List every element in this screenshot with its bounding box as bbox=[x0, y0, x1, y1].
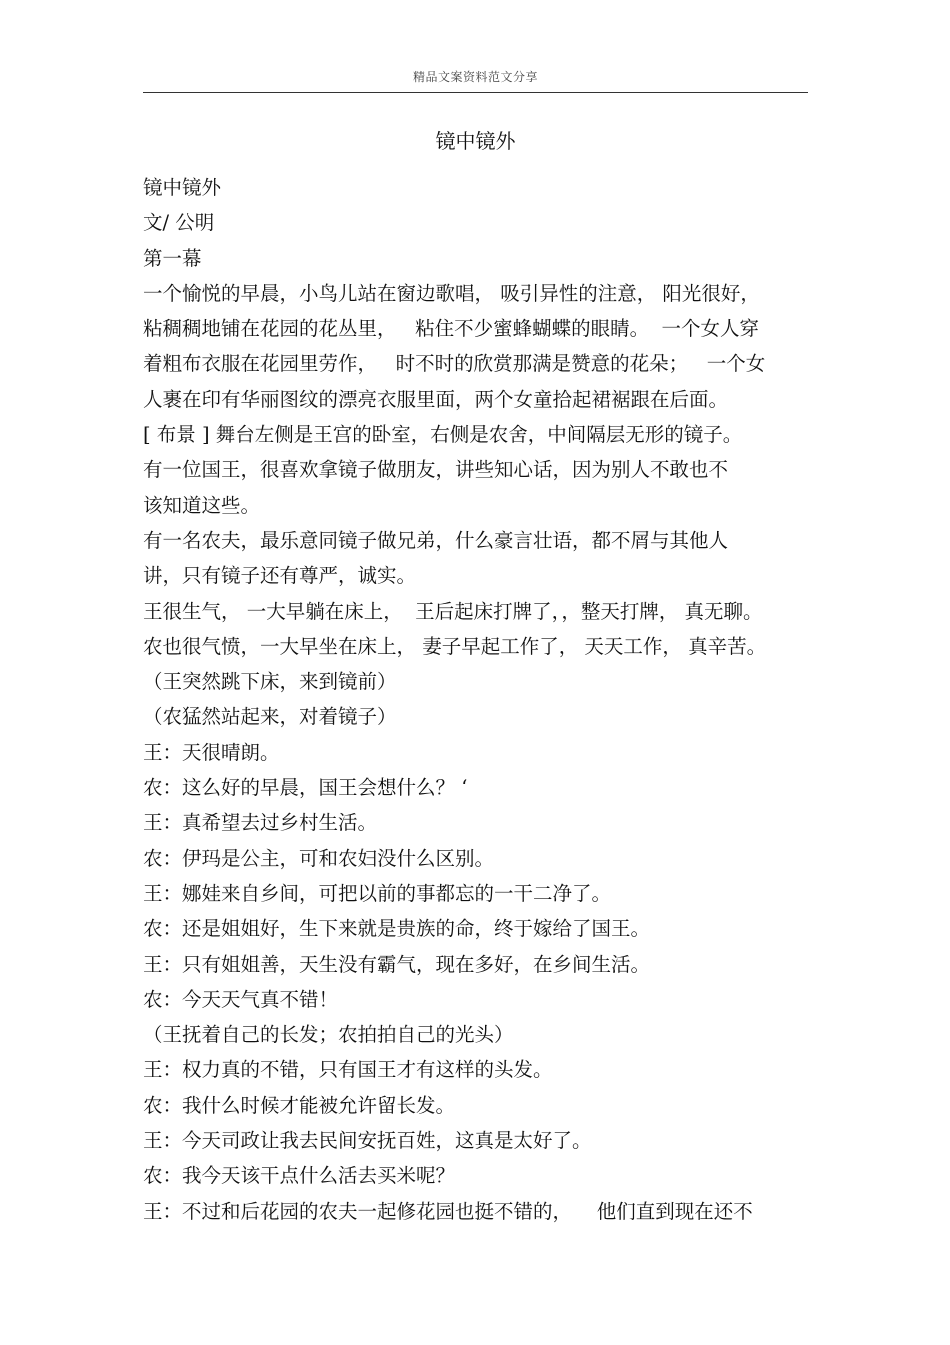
text-line: 王：天很晴朗。 bbox=[143, 740, 280, 764]
text-line: （王抚着自己的长发；农拍拍自己的光头） bbox=[143, 1023, 514, 1047]
text-line: 镜中镜外 bbox=[143, 176, 222, 199]
text-line: 农也很气愤，一大早坐在床上， 妻子早起工作了， 天天工作， 真辛苦。 bbox=[143, 634, 767, 658]
text-line: 文/ 公明 bbox=[143, 211, 215, 235]
page-header bbox=[143, 62, 808, 93]
text-line: 王：今天司政让我去民间安抚百姓，这真是太好了。 bbox=[143, 1129, 592, 1153]
text-line: 农：我什么时候才能被允许留长发。 bbox=[143, 1093, 456, 1117]
text-line: 有一位国王，很喜欢拿镜子做朋友，讲些知心话，因为别人不敢也不 bbox=[143, 458, 729, 482]
text-line: （王突然跳下床，来到镜前） bbox=[143, 670, 397, 694]
text-line: 农：还是姐姐好，生下来就是贵族的命，终于嫁给了国王。 bbox=[143, 917, 651, 941]
document-body bbox=[143, 170, 808, 1229]
document-title: 镜中镜外 bbox=[435, 129, 516, 153]
text-line: 王：权力真的不错，只有国王才有这样的头发。 bbox=[143, 1058, 553, 1082]
text-line: 粘稠稠地铺在花园的花丛里， 粘住不少蜜蜂蝴蝶的眼睛。 一个女人穿 bbox=[143, 317, 759, 341]
text-line: 王：不过和后花园的农夫一起修花园也挺不错的， 他们直到现在还不 bbox=[143, 1199, 753, 1223]
text-line: 第一幕 bbox=[143, 246, 202, 270]
text-line: 着粗布衣服在花园里劳作， 时不时的欣赏那满是赞意的花朵； 一个女 bbox=[143, 352, 766, 376]
header-text: 精品文案资料范文分享 bbox=[412, 70, 538, 84]
text-line: 王：只有姐姐善，天生没有霸气，现在多好，在乡间生活。 bbox=[143, 952, 651, 976]
text-line: [ 布景 ] 舞台左侧是王宫的卧室，右侧是农舍，中间隔层无形的镜子。 bbox=[143, 423, 743, 447]
text-line: 该知道这些。 bbox=[143, 493, 261, 517]
text-line: 王很生气， 一大早躺在床上， 王后起床打牌了，，整天打牌， 真无聊。 bbox=[143, 599, 763, 623]
text-line: 讲，只有镜子还有尊严，诚实。 bbox=[143, 564, 417, 588]
text-line: 农：我今天该干点什么活去买米呢？ bbox=[143, 1164, 456, 1188]
text-line: 农：伊玛是公主，可和农妇没什么区别。 bbox=[143, 846, 495, 870]
text-line: 农：今天天气真不错！ bbox=[143, 987, 339, 1011]
text-line: 王：真希望去过乡村生活。 bbox=[143, 811, 378, 835]
text-line: 王：娜娃来自乡间，可把以前的事都忘的一干二净了。 bbox=[143, 881, 612, 905]
text-line: （农猛然站起来，对着镜子） bbox=[143, 705, 397, 729]
text-line: 有一名农夫，最乐意同镜子做兄弟，什么豪言壮语，都不屑与其他人 bbox=[143, 528, 729, 552]
text-line: 农：这么好的早晨，国王会想什么？ ‘ bbox=[143, 776, 468, 800]
text-line: 人裹在印有华丽图纹的漂亮衣服里面，两个女童拾起裙裾跟在后面。 bbox=[143, 387, 729, 411]
text-line: 一个愉悦的早晨，小鸟儿站在窗边歌唱， 吸引异性的注意， 阳光很好， bbox=[143, 281, 760, 305]
